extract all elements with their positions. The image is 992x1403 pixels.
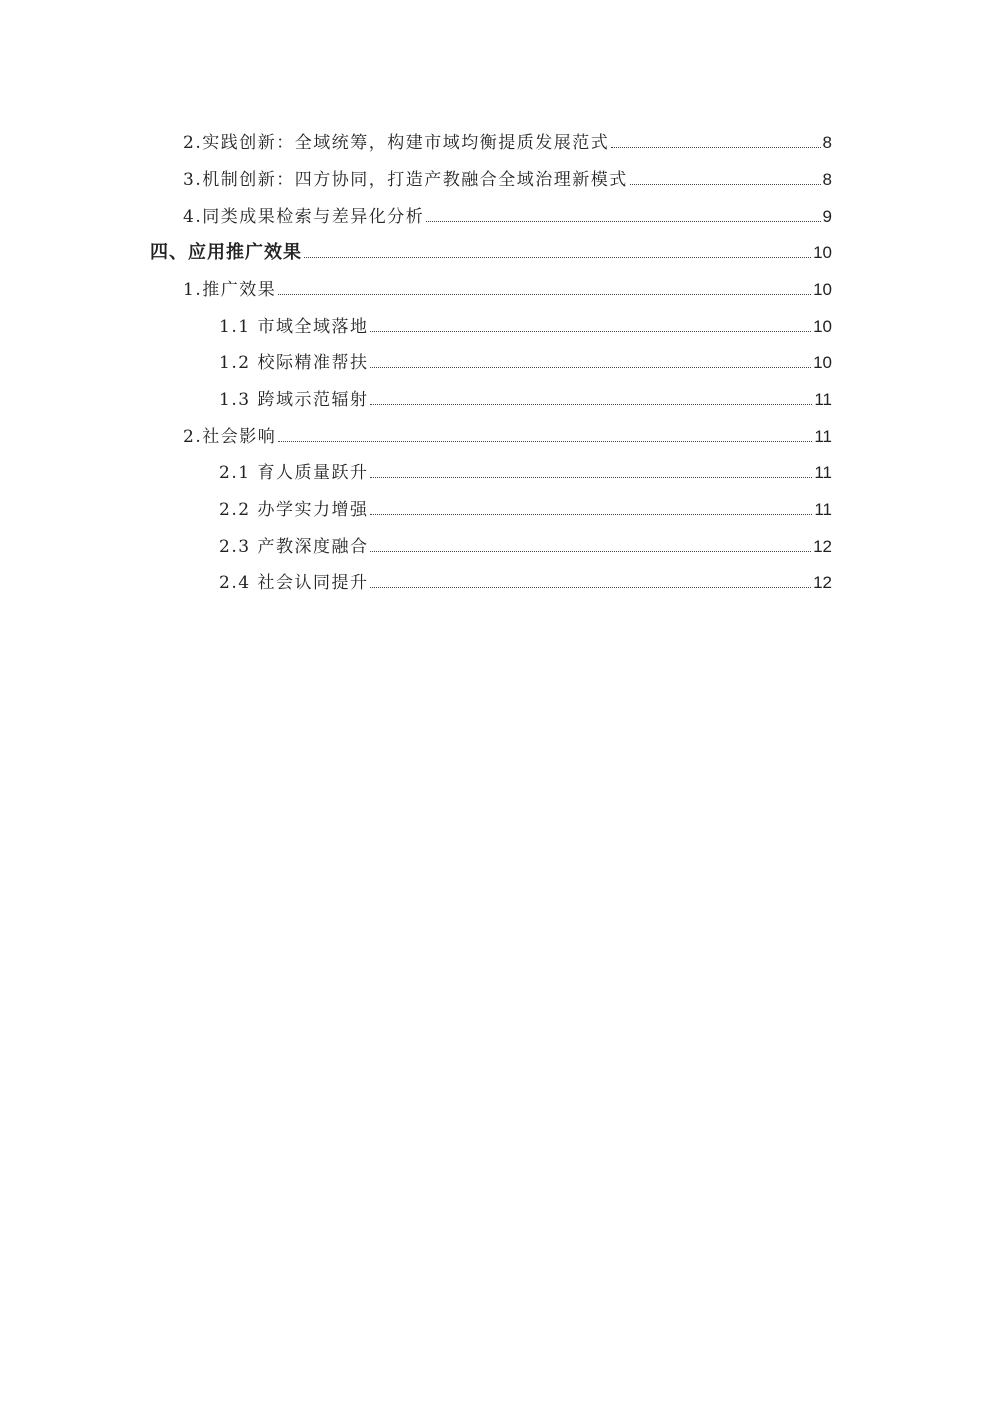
toc-entry[interactable] — [183, 128, 832, 154]
toc-dot-leader — [370, 551, 811, 552]
toc-page-number: 11 — [814, 427, 832, 446]
toc-page-number: 11 — [814, 463, 832, 482]
toc-entry[interactable] — [183, 165, 832, 191]
toc-page-number: 9 — [822, 207, 832, 226]
toc-section-heading[interactable] — [150, 238, 832, 264]
toc-entry-title: 2.4 社会认同提升 — [219, 573, 369, 593]
toc-entry[interactable] — [219, 532, 832, 558]
toc-entry-title: 2.实践创新：全域统筹，构建市域均衡提质发展范式 — [183, 133, 610, 153]
toc-entry-title: 1.3 跨域示范辐射 — [219, 390, 369, 410]
toc-entry[interactable] — [219, 385, 832, 411]
toc-entry-title: 四、应用推广效果 — [150, 242, 302, 263]
toc-entry[interactable] — [183, 202, 832, 228]
toc-entry-title: 1.2 校际精准帮扶 — [219, 353, 369, 373]
toc-dot-leader — [370, 514, 812, 515]
toc-dot-leader — [370, 477, 812, 478]
toc-dot-leader — [611, 147, 820, 148]
toc-page-number: 12 — [813, 573, 832, 592]
toc-dot-leader — [370, 587, 811, 588]
toc-page-number: 11 — [814, 500, 832, 519]
toc-page-number: 10 — [813, 243, 832, 262]
toc-dot-leader — [304, 257, 811, 258]
toc-entry-title: 2.1 育人质量跃升 — [219, 463, 369, 483]
toc-entry-title: 2.社会影响 — [183, 427, 277, 447]
toc-dot-leader — [278, 441, 812, 442]
toc-entry[interactable] — [219, 348, 832, 374]
toc-entry-title: 2.3 产教深度融合 — [219, 537, 369, 557]
toc-entry[interactable] — [219, 568, 832, 594]
toc-page-number: 10 — [813, 280, 832, 299]
toc-entry[interactable] — [219, 458, 832, 484]
toc-page-number: 8 — [822, 170, 832, 189]
toc-entry-title: 4.同类成果检索与差异化分析 — [183, 207, 425, 227]
toc-page-number: 8 — [822, 133, 832, 152]
toc-entry[interactable] — [183, 275, 832, 301]
toc-entry[interactable] — [219, 312, 832, 338]
toc-page-number: 11 — [814, 390, 832, 409]
toc-entry[interactable] — [183, 422, 832, 448]
toc-dot-leader — [370, 367, 811, 368]
toc-page-number: 10 — [813, 353, 832, 372]
toc-entry-title: 3.机制创新：四方协同，打造产教融合全域治理新模式 — [183, 170, 628, 190]
toc-entry-title: 1.推广效果 — [183, 280, 277, 300]
toc-entry[interactable] — [219, 495, 832, 521]
toc-dot-leader — [370, 331, 811, 332]
toc-entry-title: 1.1 市域全域落地 — [219, 317, 369, 337]
toc-dot-leader — [370, 404, 812, 405]
toc-entry-title: 2.2 办学实力增强 — [219, 500, 369, 520]
toc-page-number: 10 — [813, 317, 832, 336]
toc-dot-leader — [278, 294, 811, 295]
toc-dot-leader — [630, 184, 821, 185]
toc-dot-leader — [426, 221, 820, 222]
toc-page-number: 12 — [813, 537, 832, 556]
